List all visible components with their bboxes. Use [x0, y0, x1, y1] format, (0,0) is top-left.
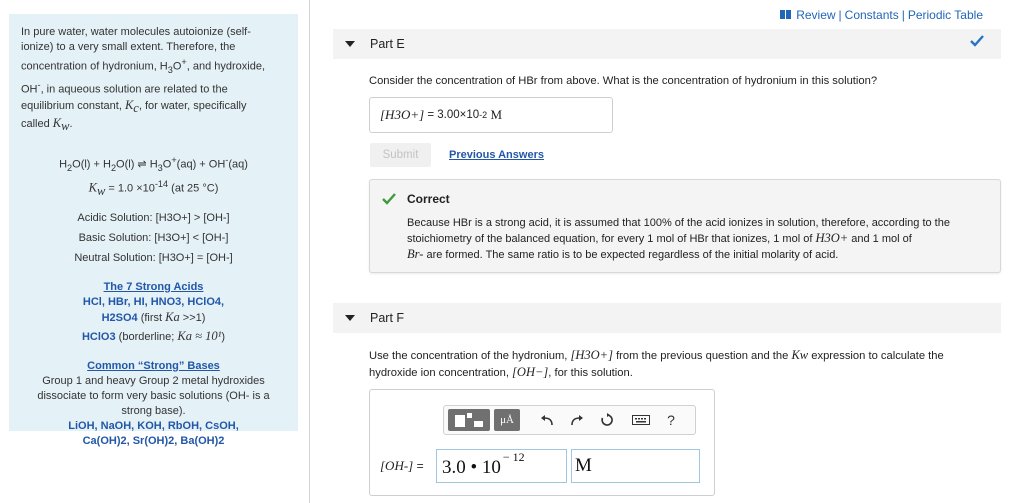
intro-line: , in aqueous solution are related to the	[40, 83, 228, 96]
value-mantissa: 3.0 • 10	[442, 457, 501, 478]
panel-divider	[309, 0, 310, 503]
h3o-symbol: H3O+	[815, 231, 849, 245]
subscript: 2	[67, 162, 73, 173]
intro-line: OH	[21, 83, 38, 96]
text: (borderline;	[115, 330, 178, 343]
eq-part: O(l) ⇌ H	[116, 158, 158, 171]
oh-unit-input[interactable]: M	[571, 449, 700, 483]
help-icon[interactable]: ?	[667, 412, 675, 428]
intro-line: equilibrium constant,	[21, 99, 125, 112]
strong-bases-list: LiOH, NaOH, KOH, RbOH, CsOH,	[68, 419, 239, 432]
oh-symbol: [OH−]	[512, 365, 549, 379]
text: expression to calculate the	[808, 350, 944, 362]
text: (first	[137, 311, 166, 324]
book-icon	[780, 8, 791, 22]
intro-line: ionize) to a very small extent. Therefore, the	[21, 41, 236, 53]
separator: |	[901, 8, 905, 22]
ka-symbol: Ka ≈ 10¹	[177, 328, 222, 343]
reset-icon[interactable]	[592, 409, 622, 431]
value-exponent: − 12	[502, 450, 525, 464]
water-autoionization-equation	[21, 152, 286, 176]
oh-answer-label	[380, 458, 427, 474]
h3o-symbol: [H3O+]	[570, 348, 613, 362]
strong-bases-list: Ca(OH)2, Sr(OH)2, Ba(OH)2	[82, 434, 225, 447]
superscript: -	[37, 79, 41, 90]
eq-part: (aq) + OH	[176, 158, 226, 171]
kw-symbol: Kw	[791, 348, 809, 362]
superscript: +	[181, 57, 187, 67]
text: >>1)	[179, 311, 206, 324]
part-f-question	[369, 347, 944, 381]
correct-check-icon	[382, 192, 396, 210]
strong-bases-desc: dissociate to form very basic solutions (OH- is a	[37, 389, 270, 402]
h2so4-line	[21, 310, 286, 326]
text: from the previous question and the	[612, 350, 792, 362]
top-links	[780, 8, 983, 22]
equals: =	[413, 459, 427, 473]
intro-line: O	[172, 60, 182, 73]
collapse-triangle-icon	[345, 41, 355, 47]
info-sidebar	[9, 14, 298, 447]
kw-symbol: K	[52, 115, 62, 130]
eq-part: H	[59, 158, 68, 171]
superscript: +	[171, 154, 177, 165]
eq-part: O(l) + H	[72, 158, 111, 171]
part-e-answer-box	[369, 97, 613, 133]
constants-link[interactable]: Constants	[844, 8, 899, 22]
previous-answers-link[interactable]: Previous Answers	[449, 149, 544, 161]
periodic-table-link[interactable]: Periodic Table	[907, 8, 983, 22]
subscript: 3	[167, 64, 173, 75]
ka-symbol: Ka	[165, 309, 180, 324]
intro-text	[21, 25, 286, 134]
subscript: w	[96, 183, 106, 198]
intro-line: .	[69, 117, 73, 130]
correct-feedback-box	[369, 179, 1001, 273]
text: )	[221, 330, 225, 343]
kw-symbol: K	[88, 180, 97, 195]
h2so4: H2SO4	[101, 311, 138, 324]
keyboard-icon[interactable]	[626, 409, 656, 431]
kw-temp: (at 25 °C)	[168, 182, 219, 195]
collapse-triangle-icon	[345, 315, 355, 321]
oh-variable: [OH-]	[380, 458, 414, 473]
hclo3: HClO3	[81, 330, 116, 343]
kw-value: = 1.0 ×10	[105, 182, 155, 195]
eq-part: (aq)	[228, 158, 248, 171]
math-toolbar	[443, 405, 696, 435]
subscript: w	[61, 118, 70, 133]
part-f-header[interactable]	[333, 303, 1001, 333]
redo-icon[interactable]	[562, 409, 592, 431]
text: , for this solution.	[548, 367, 633, 379]
subscript: c	[133, 100, 139, 115]
intro-line: called	[21, 117, 53, 130]
intro-line: In pure water, water molecules autoionize (self-	[21, 26, 251, 38]
equals: =	[424, 109, 438, 121]
br-symbol: Br-	[407, 247, 424, 261]
oh-value-input[interactable]	[436, 449, 567, 483]
neutral-solution-line: Neutral Solution: [H3O+] = [OH-]	[74, 251, 233, 264]
review-link[interactable]: Review	[796, 8, 836, 22]
text: Because HBr is a strong acid, it is assumed that 100% of the acid ionizes in solution, therefore, according to the stoichiometry of the balanced equation, for every 1 mol of HBr that ionizes, 1 mol of	[407, 217, 950, 245]
answer-exponent: -2	[479, 110, 488, 120]
strong-bases-desc: Group 1 and heavy Group 2 metal hydroxides	[42, 374, 265, 387]
superscript: -14	[154, 178, 169, 189]
basic-solution-line: Basic Solution: [H3O+] < [OH-]	[78, 231, 229, 244]
eq-part: O	[162, 158, 172, 171]
part-e-header[interactable]	[333, 29, 1001, 59]
submit-button[interactable]: Submit	[370, 143, 431, 167]
text: are formed. The same ratio is to be expected regardless of the initial molarity of acid.	[423, 249, 839, 261]
separator: |	[838, 8, 842, 22]
feedback-title: Correct	[407, 192, 450, 206]
strong-bases-desc: strong base).	[121, 404, 186, 417]
text: Use the concentration of the hydronium,	[369, 350, 571, 362]
intro-line: concentration of hydronium, H	[21, 60, 168, 73]
checkmark-icon	[970, 35, 984, 50]
part-e-label: Part E	[370, 37, 405, 51]
kc-symbol: K	[124, 97, 134, 112]
strong-acids-list: HCl, HBr, HI, HNO3, HClO4,	[82, 295, 225, 308]
subscript: 3	[157, 162, 163, 173]
text: and 1 mol of	[848, 233, 912, 245]
answer-unit: M	[487, 107, 502, 122]
intro-line: , and hydroxide,	[186, 60, 266, 73]
acidic-solution-line: Acidic Solution: [H3O+] > [OH-]	[77, 211, 230, 224]
text: hydroxide ion concentration,	[369, 367, 513, 379]
feedback-text	[407, 216, 987, 263]
subscript: 2	[110, 162, 117, 173]
strong-bases-title[interactable]: Common “Strong” Bases	[87, 359, 220, 372]
intro-line: , for water, specifically	[138, 99, 247, 112]
units-button[interactable]: μÅ	[494, 409, 520, 431]
templates-button[interactable]	[448, 409, 490, 431]
superscript: -	[225, 154, 229, 165]
answer-value: 3.00×10	[437, 109, 480, 121]
strong-acids-title[interactable]: The 7 Strong Acids	[103, 280, 204, 293]
kw-value-line	[21, 176, 286, 199]
hclo3-line	[21, 329, 286, 345]
undo-icon[interactable]	[532, 409, 562, 431]
part-e-question: Consider the concentration of HBr from above. What is the concentration of hydronium in this solution?	[369, 75, 878, 87]
part-f-label: Part F	[370, 311, 405, 325]
h3o-variable: [H3O+]	[380, 107, 425, 122]
